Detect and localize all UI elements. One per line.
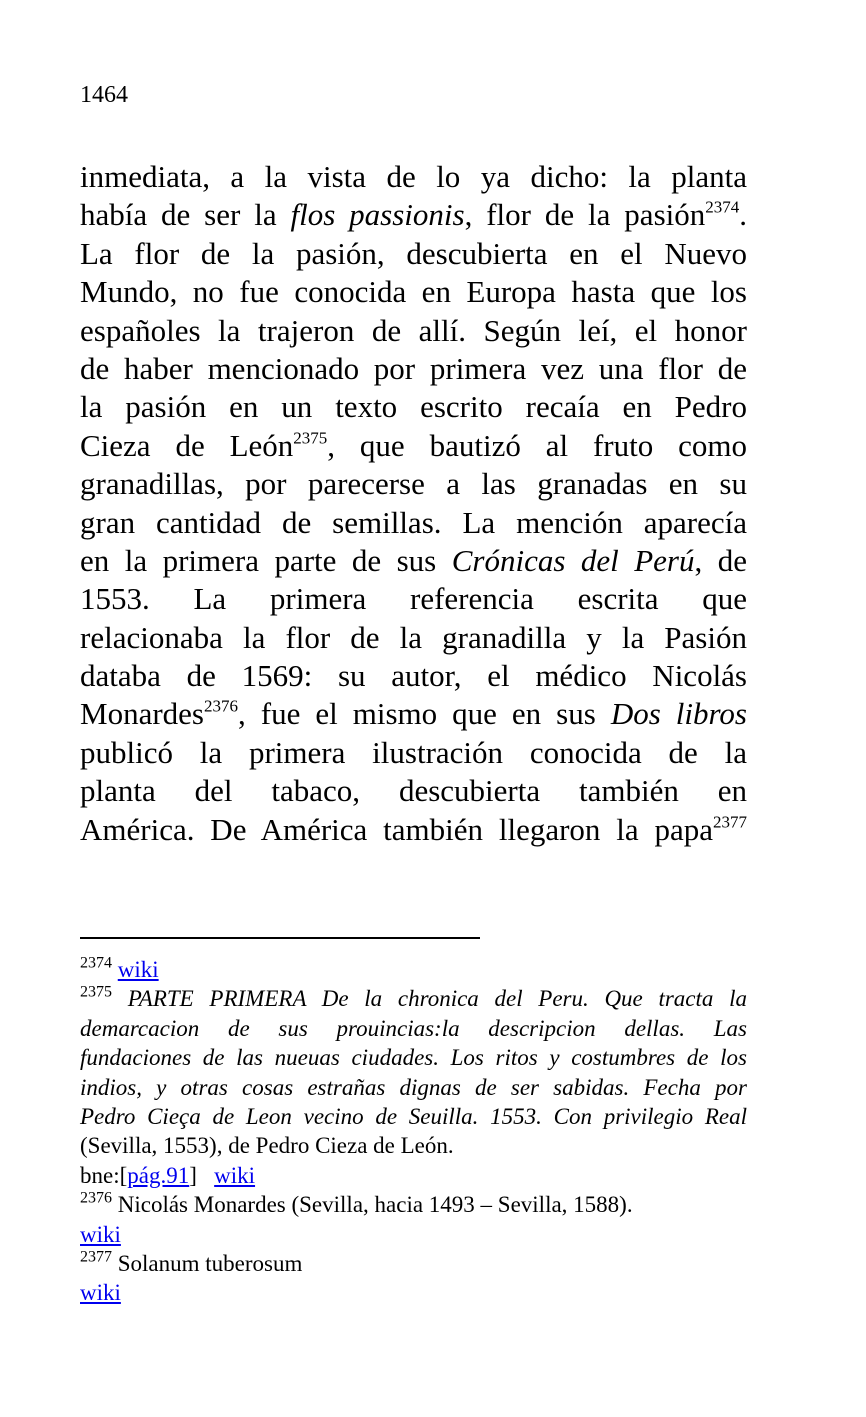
footnotes [80,955,747,1308]
body-line-text: relacionaba la flor de la granadilla y la Pasión [80,619,747,655]
wiki-link[interactable]: wiki [80,1280,121,1306]
footnote-2375-line [80,1014,747,1043]
footnote-2375-line [80,984,747,1013]
footnote-number: 2374 [80,954,112,972]
body-line [80,504,747,542]
body-line-text: , fue el mismo que en sus [237,696,611,732]
footnote-2374 [80,955,747,984]
body-line [80,196,747,234]
body-line [80,273,747,311]
body-line-text: publicó la primera ilustración conocida de la [80,734,747,770]
citation-text: demarcacion de sus prouincias:la descripcion dellas. Las [80,1015,747,1041]
body-line-text: Cieza de León [80,427,294,463]
wiki-link[interactable]: wiki [214,1162,256,1188]
footnote-number: 2376 [80,1189,112,1207]
body-line [80,427,747,465]
body-line-text: la pasión en un texto escrito recaía en Pedro [80,389,747,425]
footnote-text: Solanum tuberosum [117,1250,303,1276]
footnote-2375-line [80,1043,747,1072]
footnote-2376-links [80,1220,747,1249]
body-line [80,312,747,350]
body-line [80,388,747,426]
body-line [80,580,747,618]
wiki-link[interactable]: wiki [117,957,159,982]
footnote-2375-line [80,1102,747,1131]
footnote-ref[interactable]: 2374 [705,197,740,217]
body-line-text: Mundo, no fue conocida en Europa hasta que los [80,274,747,310]
body-line-text: españoles la trajeron de allí. Según leí, el honor [80,312,747,348]
body-line-text: de haber mencionado por primera vez una flor de [80,350,747,386]
body-line-text: gran cantidad de semillas. La mención aparecía [80,504,747,540]
body-line [80,235,747,273]
body-line-text: , que bautizó al fruto como [327,427,747,463]
footnote-2377 [80,1249,747,1278]
body-line-text: en la primera parte de sus [80,542,452,578]
body-line-text: América. De América también llegaron la papa [80,811,713,847]
footnote-ref[interactable]: 2375 [293,427,328,447]
footnote-2377-links [80,1278,747,1307]
body-line [80,695,747,733]
bne-page-link[interactable]: pág.91 [127,1162,190,1188]
page-number: 1464 [80,82,128,108]
body-line-text: La flor de la pasión, descubierta en el Nuevo [80,235,747,271]
body-line-text: databa de 1569: su autor, el médico Nicolás [80,658,747,694]
body-line [80,619,747,657]
footnote-2375-links [80,1161,747,1190]
footnote-2375-line [80,1073,747,1102]
body-line-text: había de ser la [80,197,291,233]
body-line [80,542,747,580]
body-line [80,734,747,772]
wiki-link[interactable]: wiki [80,1221,121,1247]
footnote-number: 2377 [80,1248,112,1266]
italic-title: Crónicas del Perú [451,542,695,578]
body-line [80,772,747,810]
bne-bracket: ] [189,1162,197,1188]
body-line-text: 1553. La primera referencia escrita que [80,581,747,617]
footnote-2376 [80,1190,747,1219]
citation-text: indios, y otras cosas estrañas dignas de ser sabidas. Fecha por [80,1074,747,1100]
citation-text: fundaciones de las nueuas ciudades. Los ritos y costumbres de los [80,1045,747,1071]
body-line-text: . [739,197,747,233]
italic-title: Dos libros [610,696,747,732]
italic-term: flos passionis [290,197,465,233]
citation-text: Pedro Cieça de Leon vecino de Seuilla. 1553. Con privilegio Real [80,1103,747,1129]
body-line [80,811,747,849]
footnote-ref[interactable]: 2376 [203,696,238,716]
footnote-divider [80,937,480,939]
footnote-2375-line [80,1131,747,1160]
body-line [80,465,747,503]
body-line-text: , de [694,542,747,578]
citation-text: (Sevilla, 1553), de Pedro Cieza de León. [80,1133,454,1159]
footnote-ref[interactable]: 2377 [713,811,747,831]
body-line [80,657,747,695]
citation-text: PARTE PRIMERA De la chronica del Peru. Que tracta la [127,986,747,1012]
body-line-text: planta del tabaco, descubierta también en [80,773,747,809]
body-line [80,350,747,388]
body-line-text: granadillas, por parecerse a las granadas en su [80,466,747,502]
footnote-number: 2375 [80,983,112,1001]
footnote-text: Nicolás Monardes (Sevilla, hacia 1493 – Sevilla, 1588). [117,1192,633,1218]
body-line-text: Monardes [80,696,204,732]
body-line-text: inmediata, a la vista de lo ya dicho: la planta [80,159,747,194]
body-line-text: , flor de la pasión [464,197,706,233]
bne-label: bne:[ [80,1162,128,1188]
body-line [80,158,747,196]
body-text [80,158,747,849]
